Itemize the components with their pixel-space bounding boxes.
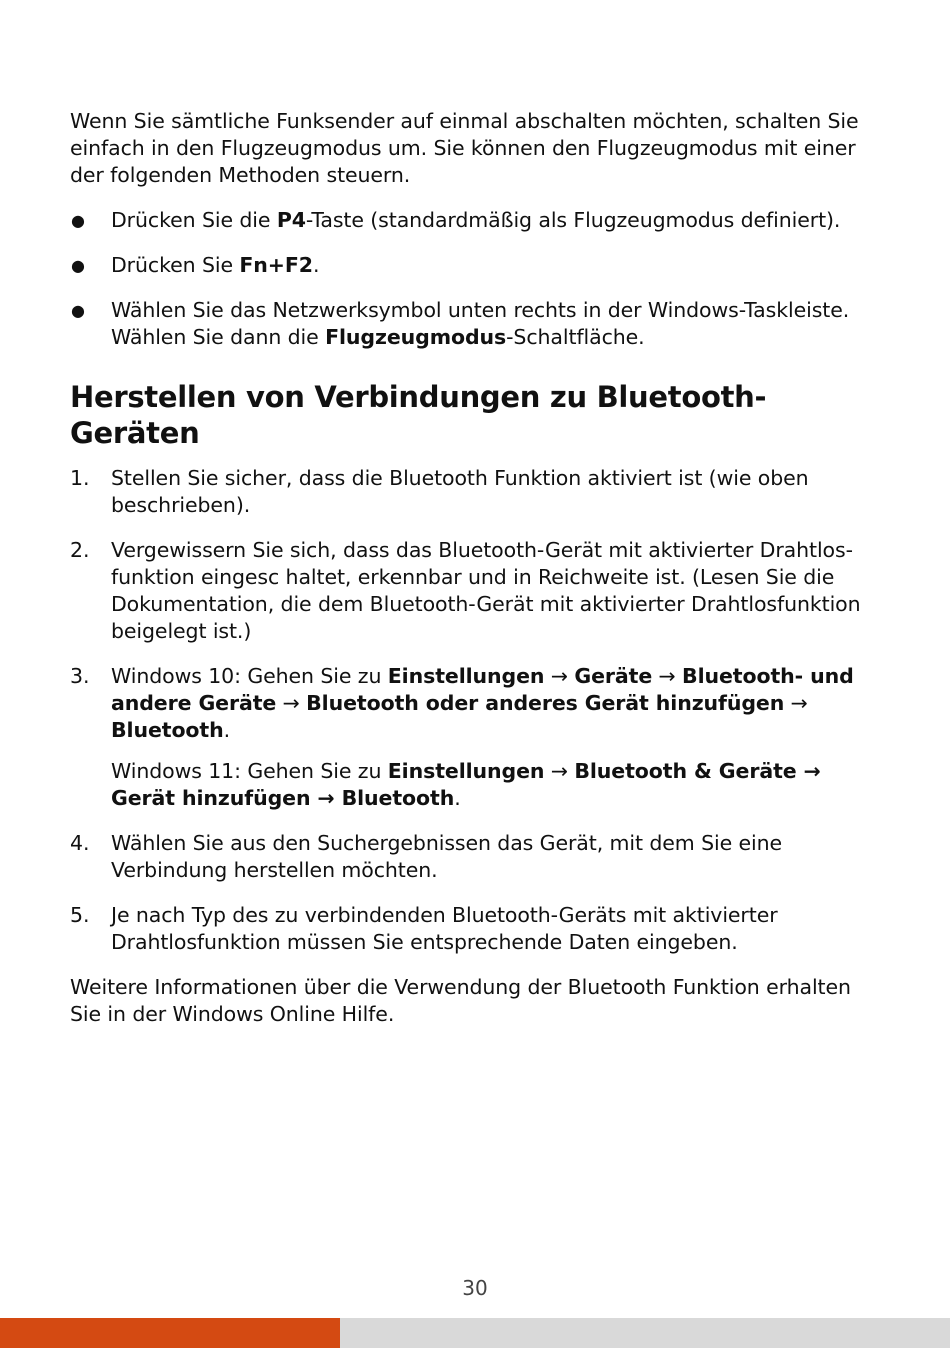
bullet-item: ● Drücken Sie Fn+F2.: [71, 253, 320, 277]
step-number: 3.: [70, 664, 90, 688]
page-number: 30: [462, 1276, 488, 1300]
closing-paragraph: Weitere Informationen über die Verwendung der Bluetooth Funktion erhalten Sie in der Windows Online Hilfe.: [70, 975, 851, 1026]
bullet-item: ● Wählen Sie das Netzwerksymbol unten rechts in der Windows-Taskleiste. Wählen Sie dann die Flugzeugmodus-Schaltfläche.: [71, 298, 850, 349]
arrow-right-icon: →: [652, 664, 683, 688]
step-number: 2.: [70, 538, 90, 562]
bullet-item: ● Drücken Sie die P4-Taste (standardmäßig als Flugzeugmodus definiert).: [71, 208, 841, 232]
step-number: 1.: [70, 466, 90, 490]
numbered-step: 4. Wählen Sie aus den Suchergebnissen das Gerät, mit dem Sie eine Verbindung herstellen möchten.: [70, 831, 783, 882]
section-heading: Herstellen von Verbindungen zu Bluetooth-Geräten: [70, 380, 767, 450]
intro-paragraph: Wenn Sie sämtliche Funksender auf einmal abschalten möchten, schalten Sie einfach in den Flugzeugmodus um. Sie können den Flugzeugmodus mit einer der folgenden Methoden steuern.: [70, 109, 859, 187]
page-content: [70, 108, 885, 1028]
step-number: 5.: [70, 903, 90, 927]
bullet-dot-icon: ●: [71, 256, 85, 275]
numbered-step: 1. Stellen Sie sicher, dass die Bluetooth Funktion aktiviert ist (wie oben beschrieben).: [70, 466, 809, 517]
arrow-right-icon: →: [544, 759, 575, 783]
numbered-step: 2. Vergewissern Sie sich, dass das Bluetooth-Gerät mit aktivierter Drahtlos-funktion eingesc haltet, erkennbar und in Reichweite ist. (Lesen Sie die Dokumentation, die dem Bluetooth-Gerät mit aktivierter Drahtlosfunktion beigelegt ist.): [70, 538, 861, 643]
arrow-right-icon: →: [796, 759, 821, 783]
step-number: 4.: [70, 831, 90, 855]
numbered-step: 3. Windows 10: Gehen Sie zu Einstellungen → Geräte → Bluetooth- und andere Geräte → Bluetooth oder anderes Gerät hinzufügen → Bluetooth.: [70, 664, 854, 742]
footer-accent-bar: [0, 1318, 340, 1348]
bullet-dot-icon: ●: [71, 301, 85, 320]
bullet-dot-icon: ●: [71, 211, 85, 230]
arrow-right-icon: →: [544, 664, 575, 688]
arrow-right-icon: →: [310, 786, 342, 810]
arrow-right-icon: →: [784, 691, 808, 715]
arrow-right-icon: →: [276, 691, 307, 715]
step-sub-paragraph: Windows 11: Gehen Sie zu Einstellungen → Bluetooth & Geräte → Gerät hinzufügen → Bluetooth.: [111, 759, 821, 810]
numbered-step: 5. Je nach Typ des zu verbindenden Bluetooth-Geräts mit aktivierter Drahtlosfunktion müssen Sie entsprechende Daten eingeben.: [70, 903, 778, 954]
footer-bar: [340, 1318, 950, 1348]
